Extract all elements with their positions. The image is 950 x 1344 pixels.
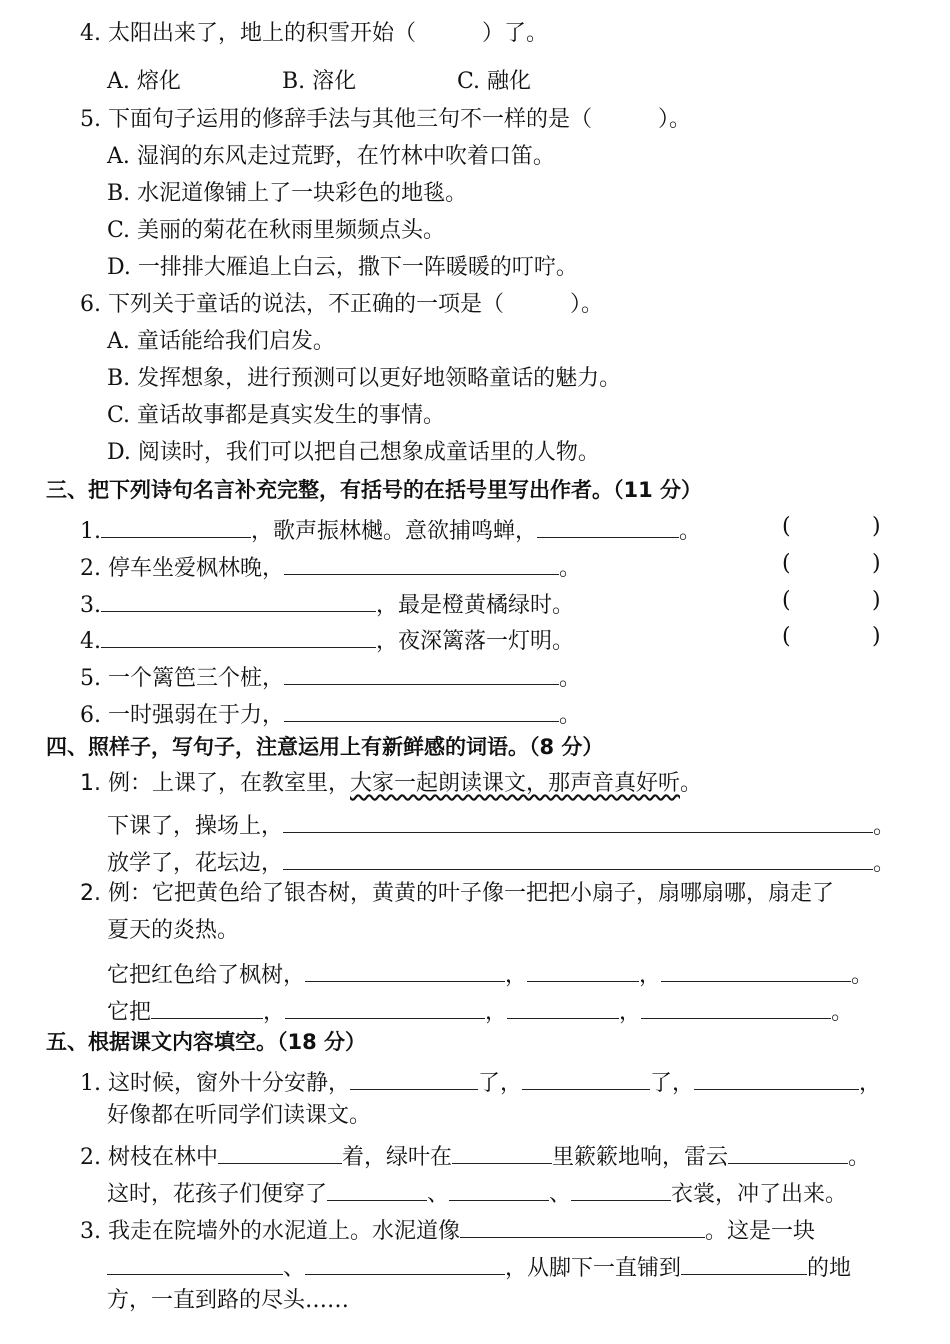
prompt-text: 衣裳，冲了出来。 — [671, 1182, 848, 1207]
q4-option-b: B. 溶化 — [282, 69, 357, 94]
answer-blank[interactable] — [452, 1137, 552, 1164]
punct: ， — [619, 1000, 642, 1025]
answer-blank[interactable] — [507, 992, 619, 1019]
example-2-line-1: 2. 例：它把黄色给了银杏树，黄黄的叶子像一把把小扇子，扇哪扇哪，扇走了 — [80, 881, 834, 906]
punct: ， — [859, 1071, 882, 1096]
punct: 。 — [831, 1000, 854, 1025]
answer-blank[interactable] — [641, 992, 831, 1019]
item-number: 1. — [80, 519, 101, 544]
example-1 — [80, 768, 702, 800]
poem-item-1 — [80, 511, 701, 543]
q6-option-a: A. 童话能给我们启发。 — [107, 329, 335, 354]
poem-text: 2. 停车坐爱枫林晚， — [80, 556, 284, 581]
answer-blank[interactable] — [537, 511, 679, 538]
answer-blank[interactable] — [449, 1174, 549, 1201]
q4-option-c: C. 融化 — [457, 69, 532, 94]
author-paren-open: ( — [782, 624, 791, 649]
answer-blank[interactable] — [527, 955, 639, 982]
q4-option-a: A. 熔化 — [107, 69, 181, 94]
punct: 、 — [549, 1182, 572, 1207]
poem-item-5 — [80, 658, 581, 690]
punct: 。 — [851, 963, 874, 988]
answer-blank[interactable] — [694, 1063, 859, 1090]
section-4-title: 四、照样子，写句子，注意运用上有新鲜感的词语。（8 分） — [46, 735, 604, 759]
answer-blank[interactable] — [285, 992, 485, 1019]
poem-text: 6. 一时强弱在于力， — [80, 703, 284, 728]
poem-item-6 — [80, 695, 581, 727]
exercise-1-line-2 — [107, 843, 895, 875]
item-number: 3. — [80, 593, 101, 618]
answer-blank[interactable] — [284, 548, 559, 575]
prompt-text: 着，绿叶在 — [341, 1145, 452, 1170]
prompt-text: 了， — [650, 1071, 695, 1096]
answer-blank[interactable] — [284, 658, 559, 685]
author-paren-close: ) — [872, 551, 881, 576]
exercise-2-line-2 — [107, 992, 853, 1024]
poem-text: ，歌声振林樾。意欲捕鸣蝉， — [251, 519, 538, 544]
answer-blank[interactable] — [283, 806, 873, 833]
answer-blank[interactable] — [571, 1174, 671, 1201]
example-2-line-2: 夏天的炎热。 — [107, 918, 240, 943]
section-5-title: 五、根据课文内容填空。（18 分） — [46, 1030, 367, 1054]
punct: 。 — [558, 666, 581, 691]
punct: 。 — [558, 556, 581, 581]
prompt-text: 它把 — [107, 1000, 152, 1025]
section-3-title: 三、把下列诗句名言补充完整，有括号的在括号里写出作者。（11 分） — [46, 478, 703, 502]
punct: 。 — [558, 703, 581, 728]
q4-stem: 4. 太阳出来了，地上的积雪开始（ ）了。 — [80, 21, 548, 46]
q5-option-a: A. 湿润的东风走过荒野，在竹林中吹着口笛。 — [107, 144, 555, 169]
poem-item-4 — [80, 621, 574, 653]
author-paren-open: ( — [782, 588, 791, 613]
answer-blank[interactable] — [661, 955, 851, 982]
punct: 、 — [283, 1256, 306, 1281]
answer-blank[interactable] — [101, 621, 376, 648]
answer-blank[interactable] — [283, 843, 873, 870]
answer-blank[interactable] — [327, 1174, 427, 1201]
answer-blank[interactable] — [218, 1137, 342, 1164]
punct: 。 — [679, 519, 702, 544]
fill-3-line-3: 方，一直到路的尽头…… — [107, 1288, 350, 1313]
fill-3-line-2 — [107, 1248, 851, 1280]
punct: 、 — [427, 1182, 450, 1207]
exercise-1-line-1 — [107, 806, 895, 838]
answer-blank[interactable] — [305, 1248, 505, 1275]
author-paren-close: ) — [872, 624, 881, 649]
prompt-text: 1. 这时候，窗外十分安静， — [80, 1071, 350, 1096]
prompt-text: 这时，花孩子们便穿了 — [107, 1182, 328, 1207]
answer-blank[interactable] — [107, 1248, 283, 1275]
answer-blank[interactable] — [728, 1137, 848, 1164]
answer-blank[interactable] — [350, 1063, 478, 1090]
author-paren-close: ) — [872, 588, 881, 613]
answer-blank[interactable] — [101, 511, 251, 538]
q5-option-d: D. 一排排大雁追上白云，撒下一阵暖暖的叮咛。 — [107, 255, 578, 280]
punct: 。 — [873, 851, 896, 876]
exercise-2-line-1 — [107, 955, 873, 987]
q6-option-b: B. 发挥想象，进行预测可以更好地领略童话的魅力。 — [107, 366, 622, 391]
prompt-text: 它把红色给了枫树， — [107, 963, 306, 988]
prompt-text: 放学了，花坛边， — [107, 851, 284, 876]
q6-stem: 6. 下列关于童话的说法，不正确的一项是（ ）。 — [80, 292, 603, 317]
poem-text: ，最是橙黄橘绿时。 — [376, 593, 575, 618]
answer-blank[interactable] — [284, 695, 559, 722]
punct: ， — [639, 963, 662, 988]
author-paren-close: ) — [872, 514, 881, 539]
poem-item-3 — [80, 585, 574, 617]
punct: ， — [505, 963, 528, 988]
fill-2-line-1 — [80, 1137, 870, 1169]
q5-stem: 5. 下面句子运用的修辞手法与其他三句不一样的是（ ）。 — [80, 107, 691, 132]
example-text: 1. 例：上课了，在教室里， — [80, 771, 350, 796]
prompt-text: 3. 我走在院墙外的水泥道上。水泥道像 — [80, 1219, 460, 1244]
author-paren-open: ( — [782, 514, 791, 539]
prompt-text: 的地 — [807, 1256, 852, 1281]
answer-blank[interactable] — [101, 585, 376, 612]
author-paren-open: ( — [782, 551, 791, 576]
example-wavy-text: 大家一起朗读课文，那声音真好听 — [349, 771, 680, 796]
punct: 。 — [680, 771, 703, 796]
answer-blank[interactable] — [151, 992, 263, 1019]
punct: 。 — [848, 1145, 871, 1170]
item-number: 4. — [80, 629, 101, 654]
answer-blank[interactable] — [305, 955, 505, 982]
prompt-text: 下课了，操场上， — [107, 814, 284, 839]
prompt-text: ，从脚下一直铺到 — [505, 1256, 682, 1281]
prompt-text: 里簌簌地响，雷云 — [552, 1145, 729, 1170]
prompt-text: 2. 树枝在林中 — [80, 1145, 218, 1170]
fill-2-line-2 — [107, 1174, 847, 1206]
answer-blank[interactable] — [681, 1248, 807, 1275]
fill-3-line-1 — [80, 1211, 815, 1243]
answer-blank[interactable] — [460, 1211, 705, 1238]
q5-option-b: B. 水泥道像铺上了一块彩色的地毯。 — [107, 181, 468, 206]
answer-blank[interactable] — [522, 1063, 650, 1090]
poem-text: 5. 一个篱笆三个桩， — [80, 666, 284, 691]
q6-option-c: C. 童话故事都是真实发生的事情。 — [107, 403, 446, 428]
fill-1-line-2: 好像都在听同学们读课文。 — [107, 1103, 372, 1128]
punct: ， — [263, 1000, 286, 1025]
q5-option-c: C. 美丽的菊花在秋雨里频频点头。 — [107, 218, 446, 243]
prompt-text: 。这是一块 — [705, 1219, 816, 1244]
q6-option-d: D. 阅读时，我们可以把自己想象成童话里的人物。 — [107, 440, 600, 465]
poem-item-2 — [80, 548, 581, 580]
fill-1-line-1 — [80, 1063, 881, 1095]
punct: ， — [485, 1000, 508, 1025]
poem-text: ，夜深篱落一灯明。 — [376, 629, 575, 654]
punct: 。 — [873, 814, 896, 839]
prompt-text: 了， — [477, 1071, 522, 1096]
